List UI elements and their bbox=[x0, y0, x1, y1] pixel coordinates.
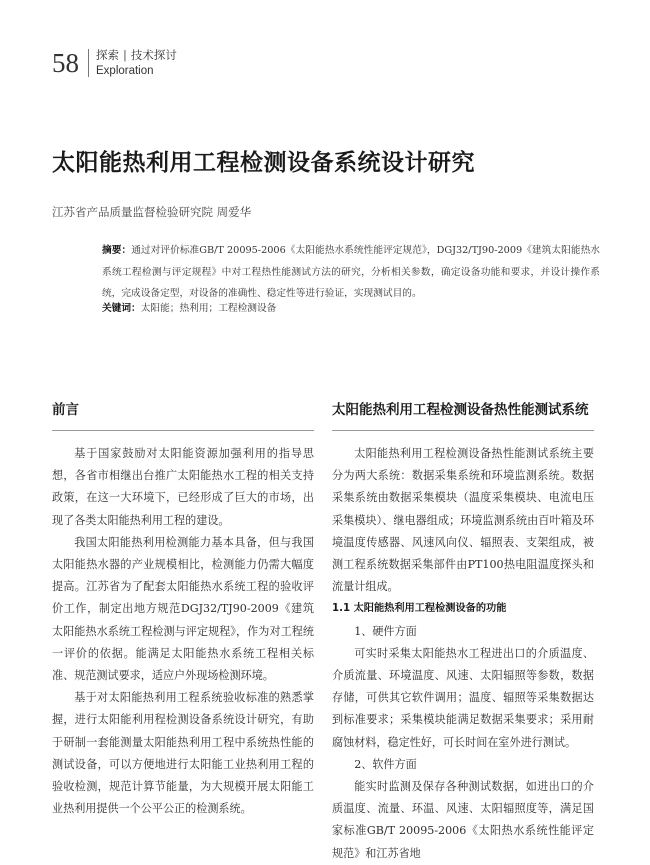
paragraph: 基于国家鼓励对太阳能资源加强利用的指导思想，各省市相继出台推广太阳能热水工程的相关支持政策，在这一大环境下，已经形成了巨大的市场，出现了各类太阳能热利用工程的建设。 bbox=[52, 447, 314, 527]
paragraph: 可实时采集太阳能热水工程进出口的介质温度、介质流量、环境温度、风速、太阳辐照等参数，数据存储，可供其它软件调用；温度、辐照等采集数据达到标准要求；采集模块能满足数据采集要求；采用耐腐蚀材料，稳定性好，可长时间在室外进行测试。 bbox=[332, 646, 594, 749]
keywords bbox=[102, 300, 600, 318]
paragraph: 能实时监测及保存各种测试数据，如进出口的介质温度、流量、环温、风速、太阳辐照度等，满足国家标准GB/T 20095-2006《太阳热水系统性能评定规范》和江苏省地 bbox=[332, 780, 594, 860]
article-title: 太阳能热利用工程检测设备系统设计研究 bbox=[52, 150, 475, 176]
heading-rule bbox=[52, 430, 314, 431]
abstract-text: 通过对评价标准GB/T 20095-2006《太阳能热水系统性能评定规范》，DGJ32/TJ90-2009《建筑太阳能热水系统工程检测与评定规程》中对工程热性能测试方法的研究，分析相关参数，确定设备功能和要求，并设计操作系统，完成设备定型，对设备的准确性、稳定性等进行验证，实现测试目的。 bbox=[102, 245, 600, 299]
subsection-name-cn: 技术探讨 bbox=[130, 48, 177, 62]
article-author: 江苏省产品质量监督检验研究院 周爱华 bbox=[52, 205, 252, 219]
section-heading-system: 太阳能热利用工程检测设备热性能测试系统 bbox=[332, 402, 589, 418]
section-name-cn: 探索 bbox=[96, 48, 119, 62]
section-separator: | bbox=[123, 48, 127, 62]
header-divider bbox=[88, 49, 89, 77]
paragraph: 基于对太阳能热利用工程系统验收标准的熟悉掌握，进行太阳能利用程检测设备系统设计研究，有助于研制一套能测量太阳能热利用工程中系统热性能的测试设备，可以方便地进行太阳能工业热利用工程的验收检测，规范计算节能量，为大规模开展太阳能工业热利用提供一个公平公正的检测系统。 bbox=[52, 691, 314, 816]
abstract-label: 摘要： bbox=[102, 245, 132, 256]
heading-rule bbox=[332, 430, 594, 431]
item-heading-software: 2、软件方面 bbox=[354, 757, 417, 771]
keywords-text: 太阳能；热利用；工程检测设备 bbox=[140, 303, 277, 314]
left-column bbox=[52, 400, 314, 820]
keywords-label: 关键词： bbox=[102, 303, 141, 314]
page-number: 58 bbox=[52, 48, 79, 78]
subsection-heading: 1.1 太阳能热利用工程检测设备的功能 bbox=[332, 603, 507, 615]
paragraph: 太阳能热利用工程检测设备热性能测试系统主要分为两大系统：数据采集系统和环境监测系统。数据采集系统由数据采集模块（温度采集模块、电流电压采集模块）、继电器组成；环境监测系统由百叶箱及环境温度传感器、风速风向仪、辐照表、支架组成，被测工程系统数据采集部件由PT100热电阻温度探头和流量计组成。 bbox=[332, 447, 594, 594]
right-column bbox=[332, 400, 594, 865]
abstract bbox=[102, 240, 600, 305]
section-name-en: Exploration bbox=[96, 65, 154, 77]
section-heading-preface: 前言 bbox=[52, 402, 79, 418]
paragraph: 我国太阳能热利用检测能力基本具备，但与我国太阳能热水器的产业规模相比，检测能力仍需大幅度提高。江苏省为了配套太阳能热水系统工程的验收评价工作，制定出地方规范DGJ32/TJ90-2009《建筑太阳能热水系统工程检测与评定规程》，作为对工程统一评价的依据。能满足太阳能热水系统工程相关标准、规范测试要求，适应户外现场检测环境。 bbox=[52, 535, 314, 683]
item-heading-hardware: 1、硬件方面 bbox=[354, 624, 417, 638]
section-label bbox=[96, 48, 177, 62]
